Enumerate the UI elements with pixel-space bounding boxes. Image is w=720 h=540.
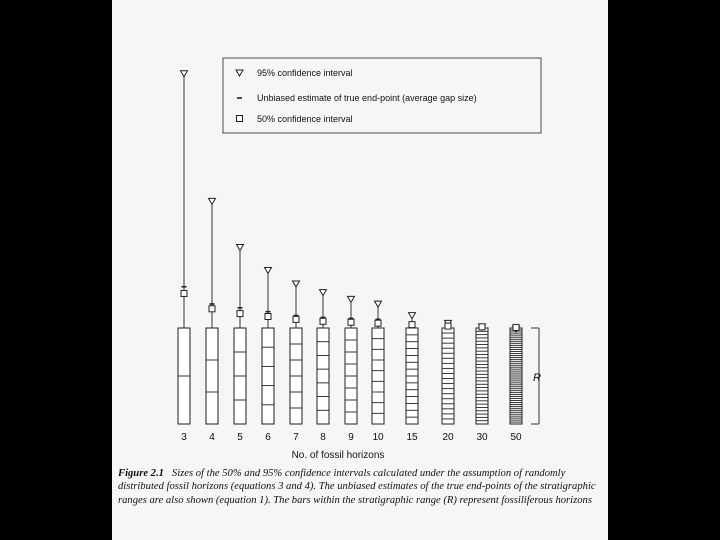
ci95-marker xyxy=(375,301,382,307)
ci95-marker xyxy=(237,244,244,250)
range-bar xyxy=(206,328,218,424)
x-tick-label: 10 xyxy=(372,432,384,443)
range-bar xyxy=(317,328,329,424)
x-tick-label: 15 xyxy=(406,432,418,443)
x-tick-label: 20 xyxy=(442,432,454,443)
range-bar xyxy=(372,328,384,424)
legend-label-50: 50% confidence interval xyxy=(257,114,353,124)
x-tick-label: 7 xyxy=(293,432,299,443)
range-bar xyxy=(442,328,454,424)
ci95-marker xyxy=(209,198,216,204)
ci50-marker xyxy=(375,320,381,326)
ci50-marker xyxy=(265,313,271,319)
x-tick-label: 5 xyxy=(237,432,243,443)
ci50-marker xyxy=(320,318,326,324)
x-tick-label: 4 xyxy=(209,432,215,443)
x-tick-label: 8 xyxy=(320,432,326,443)
ci50-marker xyxy=(513,324,519,330)
ci50-marker xyxy=(445,323,451,329)
range-bar xyxy=(476,328,488,424)
ci50-marker xyxy=(293,316,299,322)
range-bracket xyxy=(531,328,541,424)
ci50-marker xyxy=(409,322,415,328)
figure-caption xyxy=(118,467,604,507)
caption-text: Sizes of the 50% and 95% confidence intervals calculated under the assumption of randomly distributed fossil horizons (equations 3 and 4). The unbiased estimates of the true end-points of the stratigraphic ranges are also shown (equation 1). The bars within the stratigraphic range (R) represent fossiliferous horizons xyxy=(118,468,596,506)
x-tick-label: 30 xyxy=(476,432,488,443)
caption-label: Figure 2.1 xyxy=(118,468,164,479)
legend-label-95: 95% confidence interval xyxy=(257,68,353,78)
ci50-marker xyxy=(348,319,354,325)
legend xyxy=(223,58,541,133)
chart-marks xyxy=(178,71,522,443)
ci95-marker xyxy=(320,290,327,296)
ci50-marker xyxy=(209,306,215,312)
legend-label-unbiased: Unbiased estimate of true end-point (average gap size) xyxy=(257,93,477,103)
x-tick-label: 9 xyxy=(348,432,354,443)
book-page xyxy=(112,0,608,540)
x-tick-label: 3 xyxy=(181,432,187,443)
ci95-marker xyxy=(293,281,300,287)
ci50-marker xyxy=(237,311,243,317)
ci95-marker xyxy=(409,313,416,319)
x-axis-label: No. of fossil horizons xyxy=(291,450,385,461)
ci95-marker xyxy=(348,296,355,302)
ci95-marker xyxy=(265,268,272,274)
legend-square-icon xyxy=(237,116,243,122)
x-tick-label: 6 xyxy=(265,432,271,443)
ci50-marker xyxy=(181,290,187,296)
range-label: R xyxy=(533,372,541,384)
legend-triangle-icon xyxy=(236,70,243,76)
confidence-interval-chart xyxy=(112,0,608,540)
ci50-marker xyxy=(479,324,485,330)
x-tick-label: 50 xyxy=(510,432,522,443)
range-bar xyxy=(510,328,522,424)
ci95-marker xyxy=(181,71,188,77)
range-bar xyxy=(262,328,274,424)
